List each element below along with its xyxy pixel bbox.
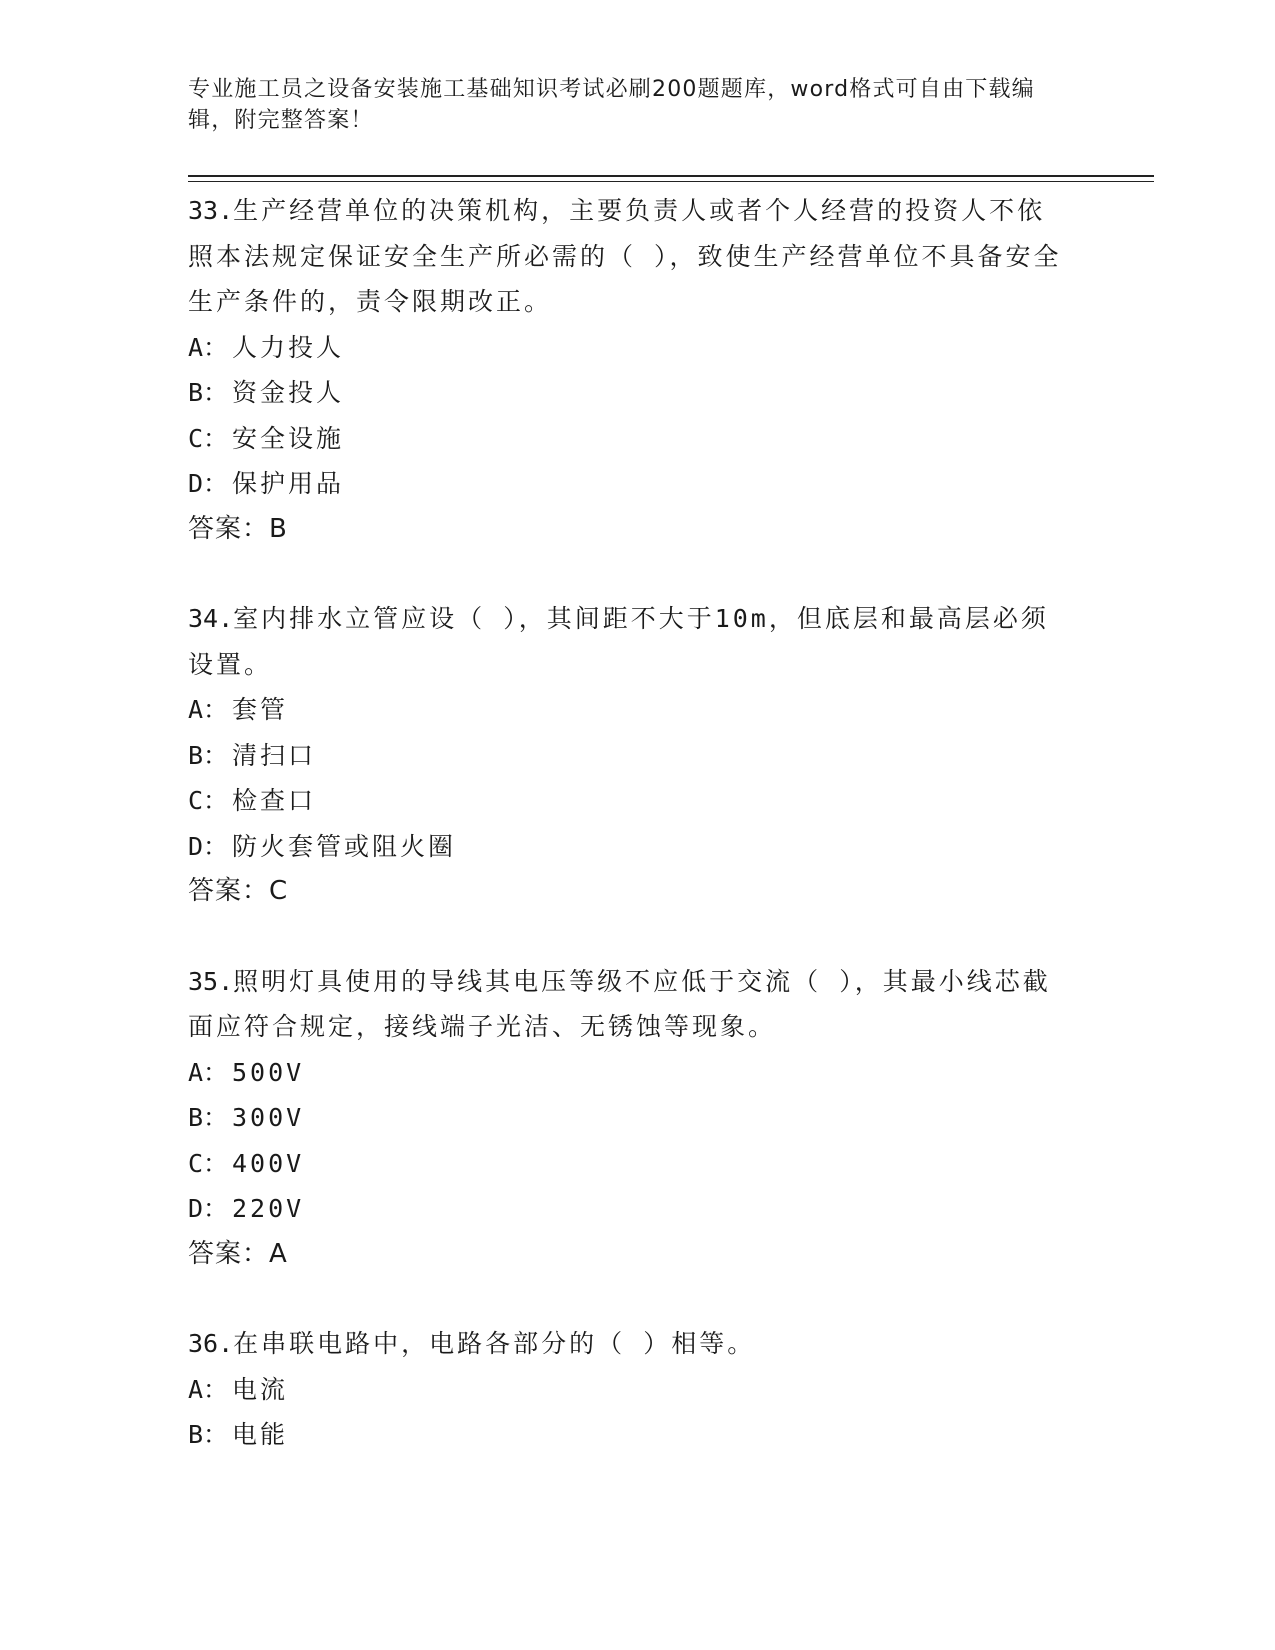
option-b bbox=[188, 1412, 1088, 1458]
option-text: 资金投人 bbox=[232, 378, 345, 407]
question-text bbox=[188, 1321, 1068, 1367]
question-stem: 室内排水立管应设（ ），其间距不大于10m，但底层和最高层必须设置。 bbox=[188, 604, 1049, 679]
option-text: 人力投人 bbox=[232, 332, 345, 362]
option-a bbox=[188, 687, 1088, 733]
option-key: B： bbox=[188, 1420, 229, 1449]
answer-line: 答案：C bbox=[188, 876, 289, 906]
option-key: D： bbox=[188, 831, 229, 861]
option-text: 清扫口 bbox=[232, 740, 317, 770]
option-key: A： bbox=[188, 1374, 229, 1404]
option-c bbox=[188, 1141, 1088, 1187]
question-number: 34. bbox=[188, 604, 234, 633]
option-text: 防火套管或阻火圈 bbox=[232, 831, 457, 861]
answer-line: 答案：B bbox=[188, 513, 288, 544]
option-text: 保护用品 bbox=[232, 469, 345, 498]
question-33 bbox=[188, 188, 1088, 552]
answer-line: 答案：A bbox=[188, 1238, 288, 1269]
question-number: 35. bbox=[188, 966, 234, 996]
question-text bbox=[188, 959, 1068, 1050]
option-text: 400V bbox=[232, 1148, 305, 1178]
header-divider-thick bbox=[188, 175, 1154, 177]
option-text: 检查口 bbox=[232, 786, 317, 815]
option-b bbox=[188, 1095, 1088, 1141]
option-c bbox=[188, 416, 1088, 462]
option-b bbox=[188, 370, 1088, 416]
question-number: 33. bbox=[188, 196, 234, 225]
document-header-title: 专业施工员之设备安装施工基础知识考试必刷200题题库，word格式可自由下载编辑，附完整答案！ bbox=[188, 77, 1035, 133]
question-35 bbox=[188, 959, 1088, 1278]
option-key: A： bbox=[188, 1057, 229, 1087]
question-34 bbox=[188, 596, 1088, 915]
option-d bbox=[188, 824, 1088, 870]
option-key: A： bbox=[188, 332, 229, 362]
question-list bbox=[188, 188, 1088, 1502]
option-b bbox=[188, 733, 1088, 779]
option-key: C： bbox=[188, 1148, 229, 1178]
option-key: B： bbox=[188, 740, 229, 770]
option-key: D： bbox=[188, 469, 229, 498]
question-text bbox=[188, 596, 1068, 687]
question-text bbox=[188, 188, 1068, 325]
option-text: 套管 bbox=[232, 695, 289, 724]
option-c bbox=[188, 778, 1088, 824]
option-a bbox=[188, 325, 1088, 371]
option-key: B： bbox=[188, 378, 229, 407]
header-divider-thin bbox=[188, 181, 1154, 182]
question-stem: 生产经营单位的决策机构，主要负责人或者个人经营的投资人不依照本法规定保证安全生产所必需的（ ），致使生产经营单位不具备安全生产条件的，责令限期改正。 bbox=[188, 196, 1062, 316]
option-key: C： bbox=[188, 423, 229, 453]
question-number: 36. bbox=[188, 1329, 234, 1358]
option-a bbox=[188, 1367, 1088, 1413]
option-text: 500V bbox=[232, 1057, 305, 1087]
question-stem: 在串联电路中，电路各部分的（ ）相等。 bbox=[233, 1329, 756, 1358]
option-text: 220V bbox=[232, 1194, 305, 1223]
question-36 bbox=[188, 1321, 1088, 1458]
option-key: B： bbox=[188, 1103, 229, 1132]
option-key: D： bbox=[188, 1194, 229, 1223]
question-stem: 照明灯具使用的导线其电压等级不应低于交流（ ），其最小线芯截面应符合规定，接线端子光洁、无锈蚀等现象。 bbox=[188, 966, 1051, 1041]
option-text: 电能 bbox=[232, 1420, 289, 1449]
option-text: 300V bbox=[232, 1103, 305, 1132]
option-a bbox=[188, 1050, 1088, 1096]
option-text: 安全设施 bbox=[232, 423, 345, 453]
option-key: C： bbox=[188, 786, 229, 815]
option-key: A： bbox=[188, 695, 229, 724]
option-d bbox=[188, 1186, 1088, 1232]
option-d bbox=[188, 461, 1088, 507]
option-text: 电流 bbox=[232, 1374, 289, 1404]
